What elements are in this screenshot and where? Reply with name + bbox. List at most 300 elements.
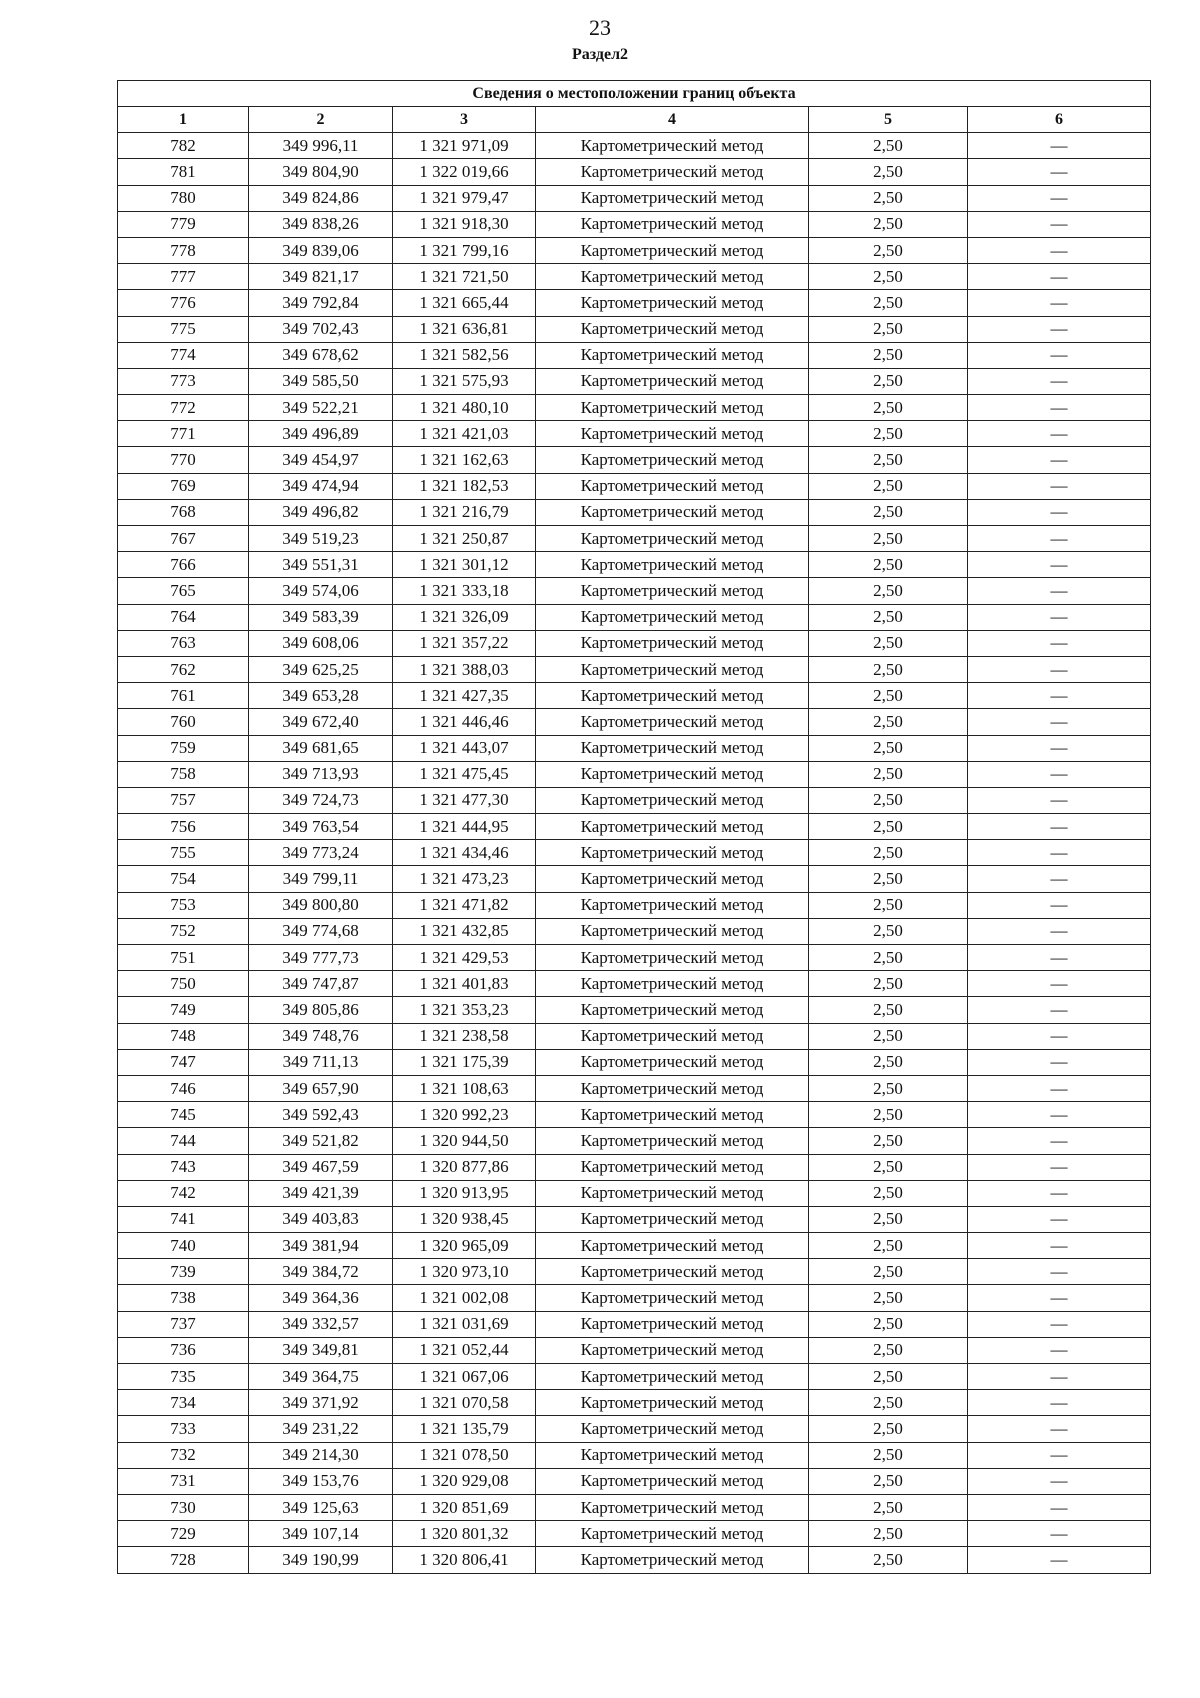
accuracy-cell: 2,50 xyxy=(809,1547,968,1573)
accuracy-cell: 2,50 xyxy=(809,290,968,316)
table-row xyxy=(118,1259,1151,1285)
coordinate-y-cell: 1 321 799,16 xyxy=(393,237,536,263)
method-cell: Картометрический метод xyxy=(536,1206,809,1232)
method-cell: Картометрический метод xyxy=(536,630,809,656)
coordinate-x-cell: 349 364,36 xyxy=(249,1285,393,1311)
accuracy-cell: 2,50 xyxy=(809,1390,968,1416)
method-cell: Картометрический метод xyxy=(536,866,809,892)
coordinate-y-cell: 1 321 135,79 xyxy=(393,1416,536,1442)
coordinate-y-cell: 1 320 801,32 xyxy=(393,1521,536,1547)
method-cell: Картометрический метод xyxy=(536,787,809,813)
table-row xyxy=(118,421,1151,447)
table-row xyxy=(118,290,1151,316)
accuracy-cell: 2,50 xyxy=(809,1154,968,1180)
method-cell: Картометрический метод xyxy=(536,447,809,473)
coordinate-y-cell: 1 321 250,87 xyxy=(393,526,536,552)
table-row xyxy=(118,1206,1151,1232)
method-cell: Картометрический метод xyxy=(536,1337,809,1363)
coordinate-y-cell: 1 321 971,09 xyxy=(393,133,536,159)
accuracy-cell: 2,50 xyxy=(809,997,968,1023)
accuracy-cell: 2,50 xyxy=(809,1337,968,1363)
description-cell: — xyxy=(968,735,1151,761)
coordinate-x-cell: 349 521,82 xyxy=(249,1128,393,1154)
accuracy-cell: 2,50 xyxy=(809,1311,968,1337)
description-cell: — xyxy=(968,1233,1151,1259)
coordinate-y-cell: 1 321 918,30 xyxy=(393,211,536,237)
method-cell: Картометрический метод xyxy=(536,709,809,735)
method-cell: Картометрический метод xyxy=(536,316,809,342)
method-cell: Картометрический метод xyxy=(536,1075,809,1101)
coordinate-x-cell: 349 371,92 xyxy=(249,1390,393,1416)
coordinate-x-cell: 349 496,89 xyxy=(249,421,393,447)
description-cell: — xyxy=(968,342,1151,368)
table-row xyxy=(118,814,1151,840)
table-row xyxy=(118,787,1151,813)
method-cell: Картометрический метод xyxy=(536,473,809,499)
accuracy-cell: 2,50 xyxy=(809,1494,968,1520)
method-cell: Картометрический метод xyxy=(536,159,809,185)
point-number-cell: 745 xyxy=(118,1102,249,1128)
method-cell: Картометрический метод xyxy=(536,840,809,866)
point-number-cell: 728 xyxy=(118,1547,249,1573)
description-cell: — xyxy=(968,814,1151,840)
accuracy-cell: 2,50 xyxy=(809,1364,968,1390)
coordinate-y-cell: 1 321 434,46 xyxy=(393,840,536,866)
table-row xyxy=(118,133,1151,159)
coordinate-x-cell: 349 713,93 xyxy=(249,761,393,787)
accuracy-cell: 2,50 xyxy=(809,840,968,866)
accuracy-cell: 2,50 xyxy=(809,1023,968,1049)
table-row xyxy=(118,735,1151,761)
coordinate-x-cell: 349 467,59 xyxy=(249,1154,393,1180)
coordinate-y-cell: 1 321 388,03 xyxy=(393,656,536,682)
method-cell: Картометрический метод xyxy=(536,761,809,787)
description-cell: — xyxy=(968,290,1151,316)
point-number-cell: 753 xyxy=(118,892,249,918)
description-cell: — xyxy=(968,1337,1151,1363)
description-cell: — xyxy=(968,892,1151,918)
coordinate-y-cell: 1 320 851,69 xyxy=(393,1494,536,1520)
coordinate-x-cell: 349 748,76 xyxy=(249,1023,393,1049)
method-cell: Картометрический метод xyxy=(536,1416,809,1442)
description-cell: — xyxy=(968,1442,1151,1468)
table-row xyxy=(118,368,1151,394)
table-row xyxy=(118,918,1151,944)
point-number-cell: 754 xyxy=(118,866,249,892)
accuracy-cell: 2,50 xyxy=(809,1285,968,1311)
coordinate-y-cell: 1 320 938,45 xyxy=(393,1206,536,1232)
coordinate-y-cell: 1 321 477,30 xyxy=(393,787,536,813)
coordinate-x-cell: 349 672,40 xyxy=(249,709,393,735)
coordinate-y-cell: 1 321 444,95 xyxy=(393,814,536,840)
description-cell: — xyxy=(968,395,1151,421)
coordinate-y-cell: 1 321 078,50 xyxy=(393,1442,536,1468)
point-number-cell: 777 xyxy=(118,264,249,290)
coordinate-x-cell: 349 763,54 xyxy=(249,814,393,840)
method-cell: Картометрический метод xyxy=(536,1233,809,1259)
coordinate-x-cell: 349 838,26 xyxy=(249,211,393,237)
point-number-cell: 759 xyxy=(118,735,249,761)
description-cell: — xyxy=(968,1049,1151,1075)
accuracy-cell: 2,50 xyxy=(809,630,968,656)
method-cell: Картометрический метод xyxy=(536,656,809,682)
description-cell: — xyxy=(968,787,1151,813)
description-cell: — xyxy=(968,683,1151,709)
point-number-cell: 782 xyxy=(118,133,249,159)
description-cell: — xyxy=(968,185,1151,211)
table-row xyxy=(118,1128,1151,1154)
table-row xyxy=(118,656,1151,682)
coordinate-y-cell: 1 321 721,50 xyxy=(393,264,536,290)
accuracy-cell: 2,50 xyxy=(809,1049,968,1075)
coordinate-y-cell: 1 320 973,10 xyxy=(393,1259,536,1285)
method-cell: Картометрический метод xyxy=(536,1128,809,1154)
table-row xyxy=(118,840,1151,866)
coordinate-y-cell: 1 321 446,46 xyxy=(393,709,536,735)
coordinate-x-cell: 349 381,94 xyxy=(249,1233,393,1259)
point-number-cell: 734 xyxy=(118,1390,249,1416)
point-number-cell: 732 xyxy=(118,1442,249,1468)
table-row xyxy=(118,1468,1151,1494)
accuracy-cell: 2,50 xyxy=(809,421,968,447)
coordinate-y-cell: 1 321 473,23 xyxy=(393,866,536,892)
method-cell: Картометрический метод xyxy=(536,1494,809,1520)
coordinate-x-cell: 349 231,22 xyxy=(249,1416,393,1442)
table-row xyxy=(118,552,1151,578)
method-cell: Картометрический метод xyxy=(536,945,809,971)
description-cell: — xyxy=(968,211,1151,237)
point-number-cell: 730 xyxy=(118,1494,249,1520)
coordinate-x-cell: 349 678,62 xyxy=(249,342,393,368)
coordinate-x-cell: 349 805,86 xyxy=(249,997,393,1023)
coordinate-x-cell: 349 711,13 xyxy=(249,1049,393,1075)
table-row xyxy=(118,1180,1151,1206)
coordinate-x-cell: 349 585,50 xyxy=(249,368,393,394)
coordinate-y-cell: 1 321 216,79 xyxy=(393,499,536,525)
description-cell: — xyxy=(968,1154,1151,1180)
point-number-cell: 776 xyxy=(118,290,249,316)
coordinate-y-cell: 1 321 636,81 xyxy=(393,316,536,342)
point-number-cell: 772 xyxy=(118,395,249,421)
point-number-cell: 740 xyxy=(118,1233,249,1259)
coordinate-y-cell: 1 321 427,35 xyxy=(393,683,536,709)
accuracy-cell: 2,50 xyxy=(809,1416,968,1442)
table-row xyxy=(118,1285,1151,1311)
method-cell: Картометрический метод xyxy=(536,1154,809,1180)
column-header-5: 5 xyxy=(809,107,968,133)
coordinate-x-cell: 349 996,11 xyxy=(249,133,393,159)
method-cell: Картометрический метод xyxy=(536,1442,809,1468)
table-row xyxy=(118,1075,1151,1101)
description-cell: — xyxy=(968,1364,1151,1390)
coordinate-x-cell: 349 657,90 xyxy=(249,1075,393,1101)
coordinate-y-cell: 1 321 301,12 xyxy=(393,552,536,578)
coordinate-x-cell: 349 474,94 xyxy=(249,473,393,499)
point-number-cell: 749 xyxy=(118,997,249,1023)
coordinate-y-cell: 1 321 067,06 xyxy=(393,1364,536,1390)
point-number-cell: 737 xyxy=(118,1311,249,1337)
accuracy-cell: 2,50 xyxy=(809,656,968,682)
description-cell: — xyxy=(968,1023,1151,1049)
coordinate-x-cell: 349 583,39 xyxy=(249,604,393,630)
accuracy-cell: 2,50 xyxy=(809,709,968,735)
accuracy-cell: 2,50 xyxy=(809,1233,968,1259)
point-number-cell: 766 xyxy=(118,552,249,578)
coordinate-x-cell: 349 496,82 xyxy=(249,499,393,525)
accuracy-cell: 2,50 xyxy=(809,159,968,185)
coordinate-y-cell: 1 321 182,53 xyxy=(393,473,536,499)
description-cell: — xyxy=(968,1390,1151,1416)
table-row xyxy=(118,578,1151,604)
method-cell: Картометрический метод xyxy=(536,892,809,918)
coordinate-y-cell: 1 320 806,41 xyxy=(393,1547,536,1573)
coordinate-x-cell: 349 454,97 xyxy=(249,447,393,473)
description-cell: — xyxy=(968,473,1151,499)
point-number-cell: 778 xyxy=(118,237,249,263)
description-cell: — xyxy=(968,630,1151,656)
method-cell: Картометрический метод xyxy=(536,971,809,997)
point-number-cell: 763 xyxy=(118,630,249,656)
method-cell: Картометрический метод xyxy=(536,185,809,211)
point-number-cell: 779 xyxy=(118,211,249,237)
point-number-cell: 747 xyxy=(118,1049,249,1075)
description-cell: — xyxy=(968,1494,1151,1520)
coordinate-y-cell: 1 320 929,08 xyxy=(393,1468,536,1494)
column-header-4: 4 xyxy=(536,107,809,133)
description-cell: — xyxy=(968,1547,1151,1573)
description-cell: — xyxy=(968,1521,1151,1547)
description-cell: — xyxy=(968,133,1151,159)
coordinate-x-cell: 349 747,87 xyxy=(249,971,393,997)
method-cell: Картометрический метод xyxy=(536,918,809,944)
point-number-cell: 742 xyxy=(118,1180,249,1206)
point-number-cell: 767 xyxy=(118,526,249,552)
method-cell: Картометрический метод xyxy=(536,1023,809,1049)
coordinate-x-cell: 349 551,31 xyxy=(249,552,393,578)
accuracy-cell: 2,50 xyxy=(809,814,968,840)
table-row xyxy=(118,159,1151,185)
point-number-cell: 735 xyxy=(118,1364,249,1390)
description-cell: — xyxy=(968,421,1151,447)
accuracy-cell: 2,50 xyxy=(809,1075,968,1101)
table-row xyxy=(118,1102,1151,1128)
table-row xyxy=(118,1023,1151,1049)
table-row xyxy=(118,185,1151,211)
accuracy-cell: 2,50 xyxy=(809,945,968,971)
coordinate-y-cell: 1 321 401,83 xyxy=(393,971,536,997)
point-number-cell: 769 xyxy=(118,473,249,499)
coordinate-y-cell: 1 322 019,66 xyxy=(393,159,536,185)
table-row xyxy=(118,1547,1151,1573)
point-number-cell: 736 xyxy=(118,1337,249,1363)
coordinate-x-cell: 349 608,06 xyxy=(249,630,393,656)
description-cell: — xyxy=(968,656,1151,682)
accuracy-cell: 2,50 xyxy=(809,211,968,237)
coordinate-y-cell: 1 321 429,53 xyxy=(393,945,536,971)
method-cell: Картометрический метод xyxy=(536,1285,809,1311)
method-cell: Картометрический метод xyxy=(536,683,809,709)
description-cell: — xyxy=(968,1180,1151,1206)
coordinate-y-cell: 1 321 432,85 xyxy=(393,918,536,944)
accuracy-cell: 2,50 xyxy=(809,683,968,709)
accuracy-cell: 2,50 xyxy=(809,787,968,813)
point-number-cell: 761 xyxy=(118,683,249,709)
section-title: Раздел2 xyxy=(571,46,629,63)
coordinate-y-cell: 1 321 333,18 xyxy=(393,578,536,604)
point-number-cell: 729 xyxy=(118,1521,249,1547)
description-cell: — xyxy=(968,866,1151,892)
coordinate-y-cell: 1 321 108,63 xyxy=(393,1075,536,1101)
method-cell: Картометрический метод xyxy=(536,997,809,1023)
method-cell: Картометрический метод xyxy=(536,499,809,525)
point-number-cell: 748 xyxy=(118,1023,249,1049)
coordinate-y-cell: 1 321 471,82 xyxy=(393,892,536,918)
coordinate-x-cell: 349 821,17 xyxy=(249,264,393,290)
table-row xyxy=(118,945,1151,971)
coordinate-x-cell: 349 724,73 xyxy=(249,787,393,813)
coordinate-x-cell: 349 702,43 xyxy=(249,316,393,342)
coordinate-x-cell: 349 364,75 xyxy=(249,1364,393,1390)
description-cell: — xyxy=(968,945,1151,971)
description-cell: — xyxy=(968,1259,1151,1285)
coordinate-x-cell: 349 839,06 xyxy=(249,237,393,263)
coordinate-x-cell: 349 804,90 xyxy=(249,159,393,185)
coordinate-x-cell: 349 522,21 xyxy=(249,395,393,421)
boundary-coordinates-table xyxy=(117,80,1151,1574)
description-cell: — xyxy=(968,447,1151,473)
description-cell: — xyxy=(968,1311,1151,1337)
table-row xyxy=(118,1521,1151,1547)
method-cell: Картометрический метод xyxy=(536,735,809,761)
coordinate-y-cell: 1 321 031,69 xyxy=(393,1311,536,1337)
point-number-cell: 775 xyxy=(118,316,249,342)
coordinate-x-cell: 349 421,39 xyxy=(249,1180,393,1206)
description-cell: — xyxy=(968,1468,1151,1494)
coordinate-x-cell: 349 332,57 xyxy=(249,1311,393,1337)
coordinate-y-cell: 1 320 913,95 xyxy=(393,1180,536,1206)
coordinate-x-cell: 349 777,73 xyxy=(249,945,393,971)
accuracy-cell: 2,50 xyxy=(809,133,968,159)
coordinate-y-cell: 1 321 979,47 xyxy=(393,185,536,211)
method-cell: Картометрический метод xyxy=(536,1521,809,1547)
method-cell: Картометрический метод xyxy=(536,290,809,316)
coordinate-x-cell: 349 681,65 xyxy=(249,735,393,761)
point-number-cell: 741 xyxy=(118,1206,249,1232)
point-number-cell: 731 xyxy=(118,1468,249,1494)
description-cell: — xyxy=(968,316,1151,342)
accuracy-cell: 2,50 xyxy=(809,971,968,997)
table-row xyxy=(118,237,1151,263)
coordinate-x-cell: 349 384,72 xyxy=(249,1259,393,1285)
coordinate-y-cell: 1 321 357,22 xyxy=(393,630,536,656)
table-row xyxy=(118,1337,1151,1363)
table-row xyxy=(118,604,1151,630)
coordinate-x-cell: 349 519,23 xyxy=(249,526,393,552)
table-caption-row xyxy=(118,81,1151,107)
table-row xyxy=(118,395,1151,421)
coordinate-y-cell: 1 320 944,50 xyxy=(393,1128,536,1154)
accuracy-cell: 2,50 xyxy=(809,237,968,263)
point-number-cell: 746 xyxy=(118,1075,249,1101)
description-cell: — xyxy=(968,499,1151,525)
column-header-3: 3 xyxy=(393,107,536,133)
description-cell: — xyxy=(968,368,1151,394)
coordinate-y-cell: 1 321 443,07 xyxy=(393,735,536,761)
method-cell: Картометрический метод xyxy=(536,1364,809,1390)
method-cell: Картометрический метод xyxy=(536,395,809,421)
method-cell: Картометрический метод xyxy=(536,814,809,840)
point-number-cell: 768 xyxy=(118,499,249,525)
coordinate-x-cell: 349 774,68 xyxy=(249,918,393,944)
coordinate-y-cell: 1 321 582,56 xyxy=(393,342,536,368)
table-row xyxy=(118,211,1151,237)
column-header-6: 6 xyxy=(968,107,1151,133)
accuracy-cell: 2,50 xyxy=(809,1259,968,1285)
method-cell: Картометрический метод xyxy=(536,1468,809,1494)
table-row xyxy=(118,1311,1151,1337)
description-cell: — xyxy=(968,761,1151,787)
accuracy-cell: 2,50 xyxy=(809,866,968,892)
description-cell: — xyxy=(968,264,1151,290)
point-number-cell: 743 xyxy=(118,1154,249,1180)
accuracy-cell: 2,50 xyxy=(809,604,968,630)
coordinate-y-cell: 1 321 175,39 xyxy=(393,1049,536,1075)
coordinate-y-cell: 1 321 070,58 xyxy=(393,1390,536,1416)
description-cell: — xyxy=(968,971,1151,997)
coordinate-x-cell: 349 349,81 xyxy=(249,1337,393,1363)
table-row xyxy=(118,264,1151,290)
method-cell: Картометрический метод xyxy=(536,552,809,578)
coordinate-x-cell: 349 653,28 xyxy=(249,683,393,709)
method-cell: Картометрический метод xyxy=(536,526,809,552)
point-number-cell: 758 xyxy=(118,761,249,787)
method-cell: Картометрический метод xyxy=(536,133,809,159)
method-cell: Картометрический метод xyxy=(536,342,809,368)
description-cell: — xyxy=(968,526,1151,552)
column-header-2: 2 xyxy=(249,107,393,133)
description-cell: — xyxy=(968,1128,1151,1154)
table-row xyxy=(118,709,1151,735)
accuracy-cell: 2,50 xyxy=(809,395,968,421)
method-cell: Картометрический метод xyxy=(536,1547,809,1573)
coordinate-x-cell: 349 125,63 xyxy=(249,1494,393,1520)
accuracy-cell: 2,50 xyxy=(809,552,968,578)
method-cell: Картометрический метод xyxy=(536,1259,809,1285)
accuracy-cell: 2,50 xyxy=(809,473,968,499)
method-cell: Картометрический метод xyxy=(536,578,809,604)
point-number-cell: 750 xyxy=(118,971,249,997)
point-number-cell: 751 xyxy=(118,945,249,971)
table-row xyxy=(118,1049,1151,1075)
method-cell: Картометрический метод xyxy=(536,1049,809,1075)
page-number: 23 xyxy=(589,15,611,40)
coordinate-x-cell: 349 214,30 xyxy=(249,1442,393,1468)
table-row xyxy=(118,997,1151,1023)
table-row xyxy=(118,1154,1151,1180)
coordinate-y-cell: 1 321 162,63 xyxy=(393,447,536,473)
coordinate-y-cell: 1 321 326,09 xyxy=(393,604,536,630)
description-cell: — xyxy=(968,997,1151,1023)
coordinate-y-cell: 1 320 877,86 xyxy=(393,1154,536,1180)
accuracy-cell: 2,50 xyxy=(809,342,968,368)
point-number-cell: 733 xyxy=(118,1416,249,1442)
table-row xyxy=(118,499,1151,525)
accuracy-cell: 2,50 xyxy=(809,578,968,604)
table-row xyxy=(118,1442,1151,1468)
description-cell: — xyxy=(968,709,1151,735)
table-row xyxy=(118,1390,1151,1416)
point-number-cell: 774 xyxy=(118,342,249,368)
